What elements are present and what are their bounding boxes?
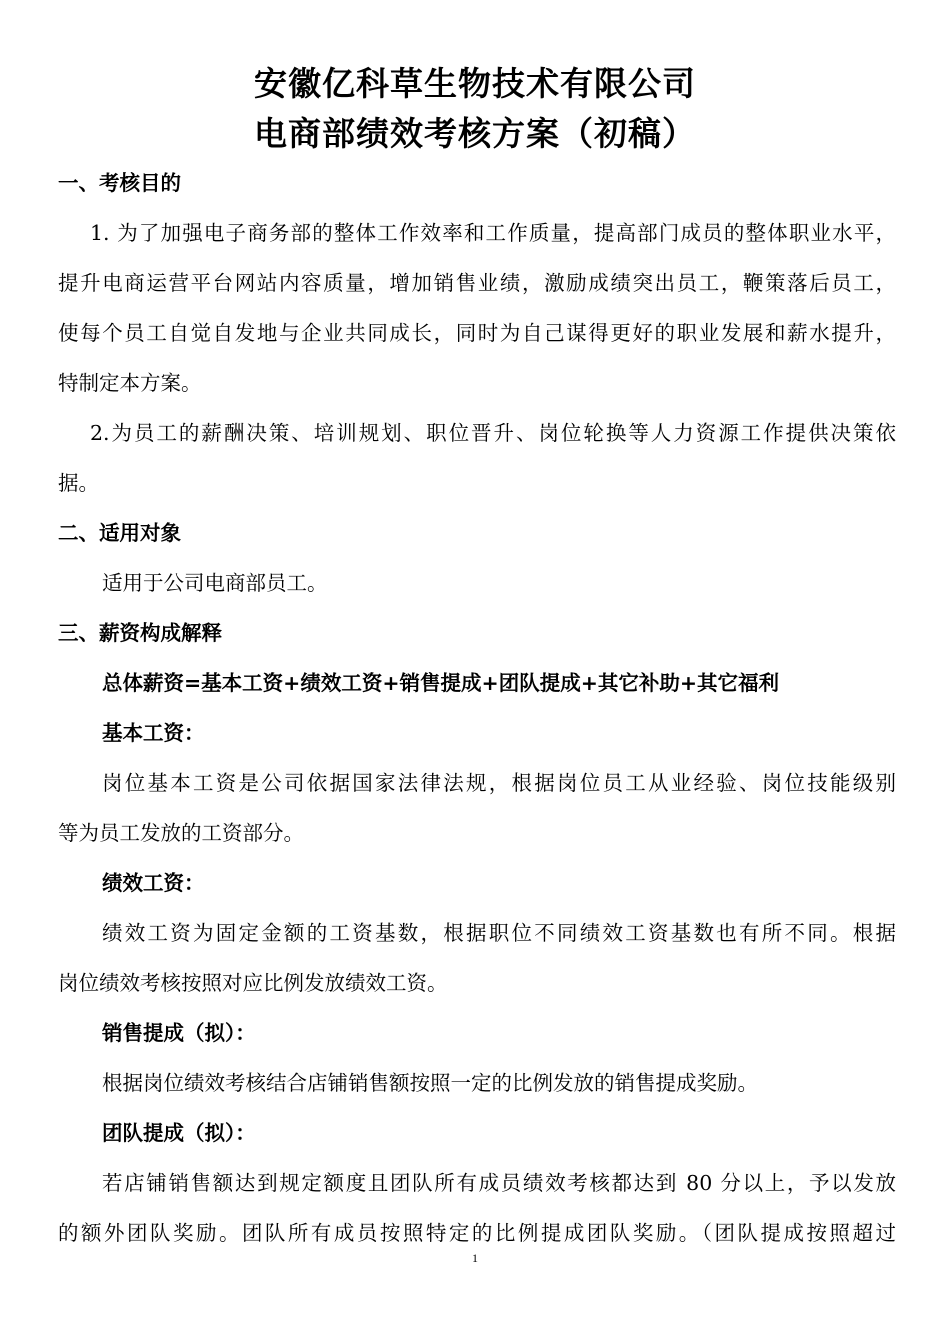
page-number: 1 bbox=[472, 1251, 478, 1265]
paragraph-line: 绩效工资为固定金额的工资基数，根据职位不同绩效工资基数也有所不同。根据 bbox=[102, 921, 896, 945]
paragraph-line: 1. 为了加强电子商务部的整体工作效率和工作质量，提高部门成员的整体职业水平， bbox=[90, 221, 896, 245]
document-title-line2: 电商部绩效考核方案（初稿） bbox=[254, 114, 696, 153]
document-title-line1: 安徽亿科草生物技术有限公司 bbox=[254, 64, 696, 103]
paragraph-line: 据。 bbox=[58, 471, 99, 495]
paragraph-line: 的额外团队奖励。团队所有成员按照特定的比例提成团队奖励。（团队提成按照超过 bbox=[58, 1221, 896, 1245]
sales-commission-heading: 销售提成（拟）： bbox=[102, 1021, 256, 1045]
paragraph-line: 根据岗位绩效考核结合店铺销售额按照一定的比例发放的销售提成奖励。 bbox=[102, 1071, 758, 1095]
paragraph-line: 岗位基本工资是公司依据国家法律法规，根据岗位员工从业经验、岗位技能级别 bbox=[102, 771, 896, 795]
paragraph-line: 2.为员工的薪酬决策、培训规划、职位晋升、岗位轮换等人力资源工作提供决策依 bbox=[90, 421, 896, 445]
basic-salary-heading: 基本工资： bbox=[102, 721, 205, 745]
salary-formula: 总体薪资=基本工资+绩效工资+销售提成+团队提成+其它补助+其它福利 bbox=[102, 671, 780, 695]
paragraph-line: 提升电商运营平台网站内容质量，增加销售业绩，激励成绩突出员工，鞭策落后员工， bbox=[58, 271, 896, 295]
paragraph-line: 适用于公司电商部员工。 bbox=[102, 571, 328, 595]
section3-heading: 三、薪资构成解释 bbox=[58, 621, 222, 645]
team-commission-heading: 团队提成（拟）： bbox=[102, 1121, 256, 1145]
paragraph-line: 等为员工发放的工资部分。 bbox=[58, 821, 304, 845]
paragraph-line: 使每个员工自觉自发地与企业共同成长，同时为自己谋得更好的职业发展和薪水提升， bbox=[58, 321, 896, 345]
paragraph-line: 若店铺销售额达到规定额度且团队所有成员绩效考核都达到 80 分以上，予以发放 bbox=[102, 1171, 896, 1195]
performance-salary-heading: 绩效工资： bbox=[102, 871, 205, 895]
section1-heading: 一、考核目的 bbox=[58, 171, 181, 195]
paragraph-line: 特制定本方案。 bbox=[58, 371, 202, 395]
paragraph-line: 岗位绩效考核按照对应比例发放绩效工资。 bbox=[58, 971, 448, 995]
section2-heading: 二、适用对象 bbox=[58, 521, 181, 545]
